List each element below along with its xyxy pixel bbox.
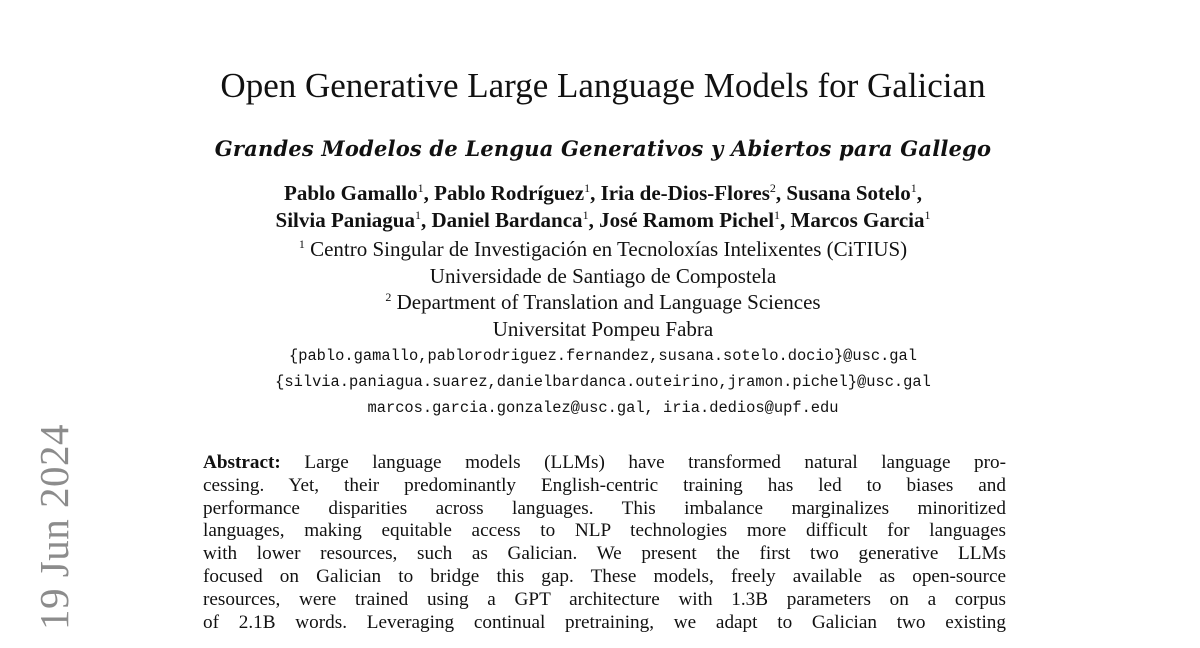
author-list (0, 180, 1200, 234)
affiliation-mark: 2 (385, 290, 392, 304)
email-line: marcos.garcia.gonzalez@usc.gal, iria.dedios@upf.edu (367, 399, 839, 417)
author-line (0, 207, 1200, 234)
affiliation-mark: 1 (910, 181, 917, 195)
affiliation-mark: 1 (417, 181, 424, 195)
paper-title: Open Generative Large Language Models for Galician (220, 66, 986, 105)
affiliation-mark: 1 (414, 208, 421, 222)
abstract-line: languages, making equitable access to NLP technologies more difficult for languages (203, 520, 1006, 542)
email-line: {pablo.gamallo,pablorodriguez.fernandez,susana.sotelo.docio}@usc.gal (288, 347, 918, 365)
affiliation-institute: $^2$ Department of Translation and Language Sciences (385, 290, 821, 314)
author: José Ramom Pichel$^1$, (599, 208, 791, 232)
abstract-line: cessing. Yet, their predominantly English-centric training has led to biases and (203, 474, 1006, 496)
author: Marcos Garcia$^1$ (790, 208, 931, 232)
abstract-label: Abstract: (203, 452, 281, 473)
abstract-line: of 2.1B words. Leveraging continual pretraining, we adapt to Galician two existing (203, 611, 1006, 633)
paper-subtitle: Grandes Modelos de Lengua Generativos y Abiertos para Gallego (214, 136, 992, 161)
abstract (203, 452, 1006, 634)
author: Iria de-Dios-Flores$^2$, (600, 181, 787, 205)
affiliation-institute: $^1$ Centro Singular de Investigación en Tecnoloxías Intelixentes (CiTIUS) (298, 237, 908, 261)
arxiv-date-stamp: 19 Jun 2024 (31, 424, 77, 630)
affiliation-mark: 1 (774, 208, 781, 222)
author-line (0, 180, 1200, 207)
author: Susana Sotelo$^1$, (786, 181, 922, 205)
email-list (0, 343, 1200, 421)
affiliation-mark: 1 (924, 208, 931, 222)
affiliation-mark: 1 (582, 208, 589, 222)
affiliation-university: Universitat Pompeu Fabra (492, 316, 714, 341)
abstract-line: with lower resources, such as Galician. We present the first two generative LLMs (203, 543, 1006, 565)
affiliation-mark: 1 (298, 237, 305, 251)
abstract-line: focused on Galician to bridge this gap. These models, freely available as open-source (203, 565, 1006, 587)
affiliation-mark: 1 (584, 181, 591, 195)
author: Silvia Paniagua$^1$, (275, 208, 432, 232)
abstract-line: Abstract: Large language models (LLMs) have transformed natural language pro- (203, 452, 1006, 473)
affiliation-university: Universidade de Santiago de Compostela (429, 263, 777, 288)
author: Pablo Rodríguez$^1$, (434, 181, 601, 205)
abstract-line: performance disparities across languages. This imbalance marginalizes minoritized (203, 497, 1006, 519)
abstract-line: resources, were trained using a GPT architecture with 1.3B parameters on a corpus (203, 588, 1006, 610)
author: Pablo Gamallo$^1$, (284, 181, 435, 205)
email-line: {silvia.paniagua.suarez,danielbardanca.outeirino,jramon.pichel}@usc.gal (275, 373, 931, 391)
affiliation-list (0, 236, 1200, 342)
author: Daniel Bardanca$^1$, (431, 208, 600, 232)
affiliation-mark: 2 (769, 181, 776, 195)
